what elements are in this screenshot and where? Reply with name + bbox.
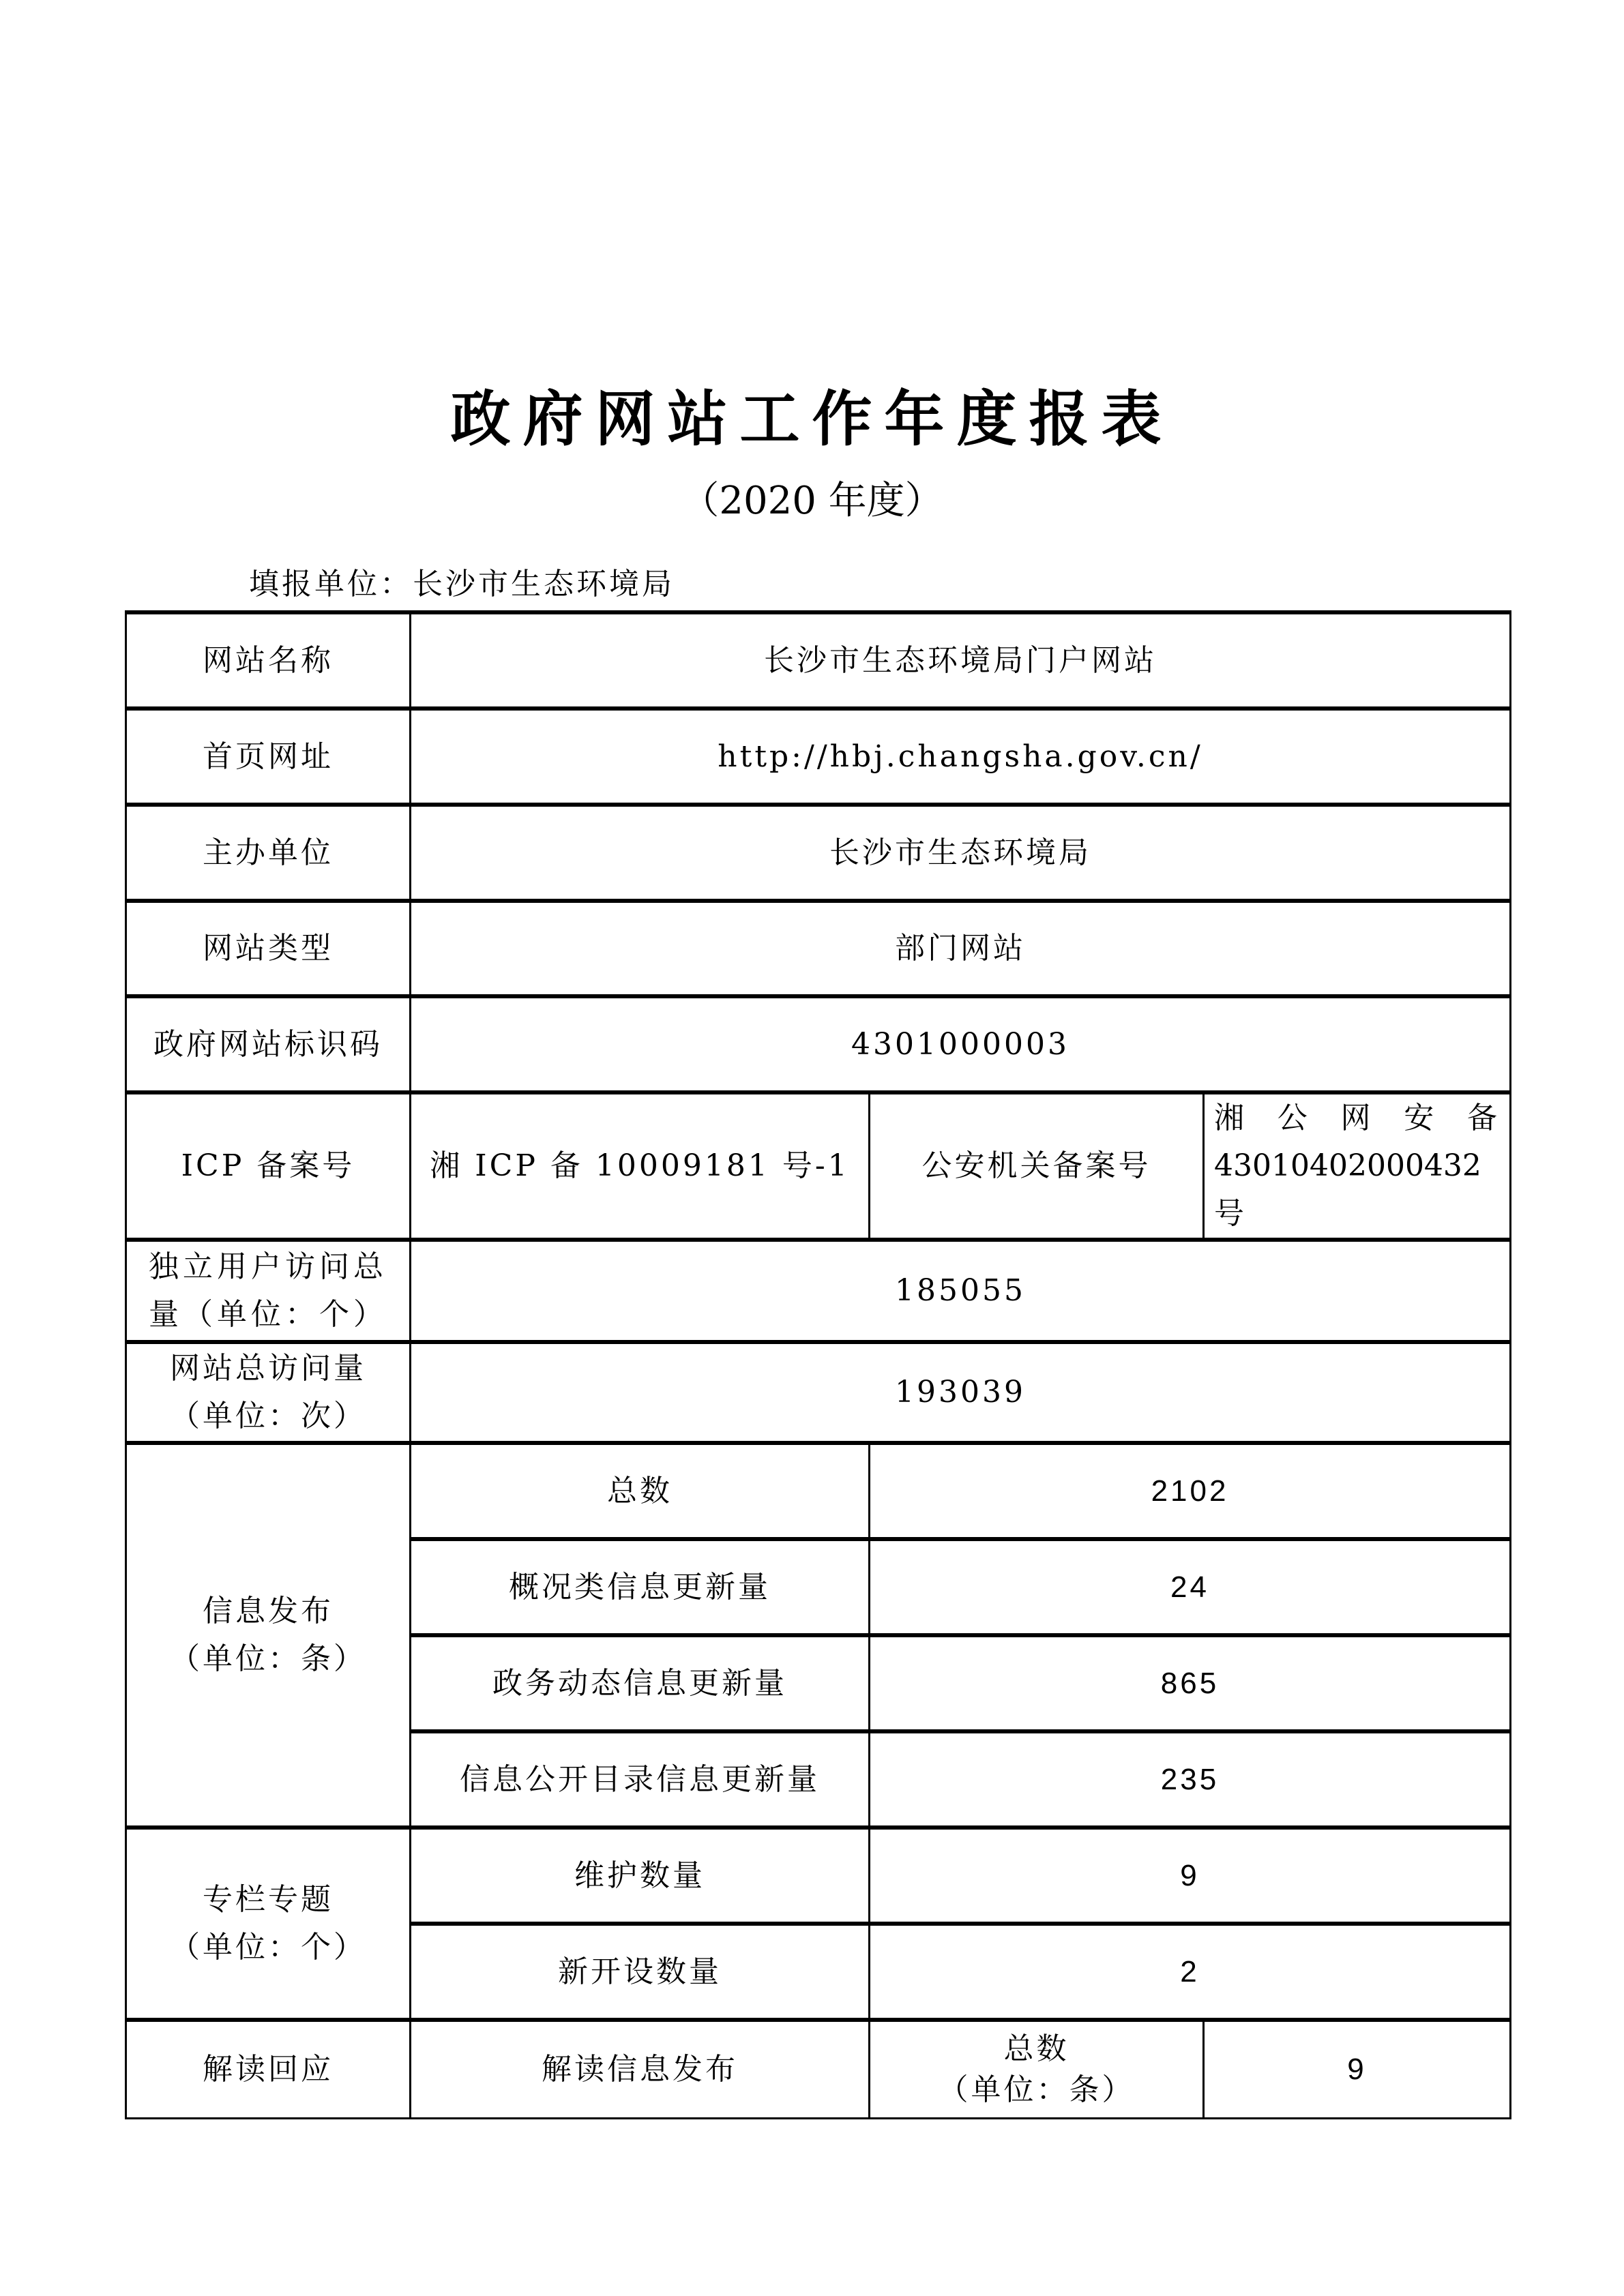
row-icp bbox=[126, 1092, 1511, 1240]
police-char: 备 bbox=[1467, 1101, 1500, 1135]
row-info-total bbox=[126, 1443, 1511, 1539]
homepage-url-label: 首页网址 bbox=[126, 709, 411, 805]
site-type-value: 部门网站 bbox=[411, 901, 1511, 996]
filling-unit: 填报单位：长沙市生态环境局 bbox=[249, 567, 675, 601]
info-release-label bbox=[126, 1443, 411, 1828]
icp-value: 湘 ICP 备 10009181 号-1 bbox=[411, 1092, 870, 1240]
interpretation-value: 9 bbox=[1204, 2020, 1511, 2118]
site-type-label: 网站类型 bbox=[126, 901, 411, 996]
interpretation-label: 解读回应 bbox=[126, 2020, 411, 2118]
total-visits-label-line2: （单位：次） bbox=[170, 1399, 366, 1433]
unique-visitors-value: 185055 bbox=[411, 1240, 1511, 1342]
site-id-code-label: 政府网站标识码 bbox=[126, 996, 411, 1092]
info-row-label: 政务动态信息更新量 bbox=[411, 1635, 870, 1731]
police-char: 湘 bbox=[1214, 1101, 1247, 1135]
police-record-value bbox=[1204, 1092, 1511, 1240]
site-id-code-value: 4301000003 bbox=[411, 996, 1511, 1092]
info-row-value: 865 bbox=[870, 1635, 1511, 1731]
columns-row-label: 新开设数量 bbox=[411, 1924, 870, 2020]
interpretation-total-label bbox=[870, 2020, 1204, 2118]
info-row-value: 235 bbox=[870, 1731, 1511, 1828]
interpretation-total-label-line2: （单位：条） bbox=[938, 2072, 1135, 2107]
host-unit-value: 长沙市生态环境局 bbox=[411, 805, 1511, 901]
site-name-label: 网站名称 bbox=[126, 612, 411, 709]
document-subtitle: （2020 年度） bbox=[681, 479, 943, 523]
interpretation-total-label-line1: 总数 bbox=[1003, 2031, 1069, 2066]
info-row-value: 2102 bbox=[870, 1443, 1511, 1539]
interpretation-sub-label: 解读信息发布 bbox=[411, 2020, 870, 2118]
info-row-label: 信息公开目录信息更新量 bbox=[411, 1731, 870, 1828]
host-unit-label: 主办单位 bbox=[126, 805, 411, 901]
total-visits-label bbox=[126, 1342, 411, 1443]
row-host-unit bbox=[126, 805, 1511, 901]
police-char: 安 bbox=[1404, 1101, 1437, 1135]
total-visits-value: 193039 bbox=[411, 1342, 1511, 1443]
info-row-label: 总数 bbox=[411, 1443, 870, 1539]
columns-row-value: 2 bbox=[870, 1924, 1511, 2020]
police-record-line1 bbox=[1214, 1094, 1500, 1142]
row-columns-maintained bbox=[126, 1828, 1511, 1924]
police-record-line2: 43010402000432 号 bbox=[1214, 1148, 1481, 1231]
unique-visitors-label bbox=[126, 1240, 411, 1342]
site-name-value: 长沙市生态环境局门户网站 bbox=[411, 612, 1511, 709]
info-release-label-line2: （单位：条） bbox=[170, 1641, 366, 1676]
police-record-label: 公安机关备案号 bbox=[870, 1092, 1204, 1240]
report-table bbox=[125, 610, 1511, 2119]
row-total-visits bbox=[126, 1342, 1511, 1443]
unique-visitors-label-line2: 量（单位：个） bbox=[149, 1297, 387, 1332]
columns-row-value: 9 bbox=[870, 1828, 1511, 1924]
row-unique-visitors bbox=[126, 1240, 1511, 1342]
columns-row-label: 维护数量 bbox=[411, 1828, 870, 1924]
icp-label: ICP 备案号 bbox=[126, 1092, 411, 1240]
row-homepage-url bbox=[126, 709, 1511, 805]
info-row-label: 概况类信息更新量 bbox=[411, 1539, 870, 1635]
document-title: 政府网站工作年度报表 bbox=[450, 383, 1174, 454]
row-site-type bbox=[126, 901, 1511, 996]
columns-label-line2: （单位：个） bbox=[170, 1930, 366, 1965]
row-site-name bbox=[126, 612, 1511, 709]
info-row-value: 24 bbox=[870, 1539, 1511, 1635]
row-site-id-code bbox=[126, 996, 1511, 1092]
unique-visitors-label-line1: 独立用户访问总 bbox=[149, 1249, 387, 1284]
row-interpretation bbox=[126, 2020, 1511, 2118]
homepage-url-value[interactable]: http://hbj.changsha.gov.cn/ bbox=[411, 709, 1511, 805]
info-release-label-line1: 信息发布 bbox=[203, 1594, 334, 1628]
columns-label bbox=[126, 1828, 411, 2020]
police-char: 网 bbox=[1340, 1101, 1374, 1135]
police-char: 公 bbox=[1277, 1101, 1310, 1135]
columns-label-line1: 专栏专题 bbox=[203, 1882, 334, 1917]
total-visits-label-line1: 网站总访问量 bbox=[170, 1351, 366, 1386]
